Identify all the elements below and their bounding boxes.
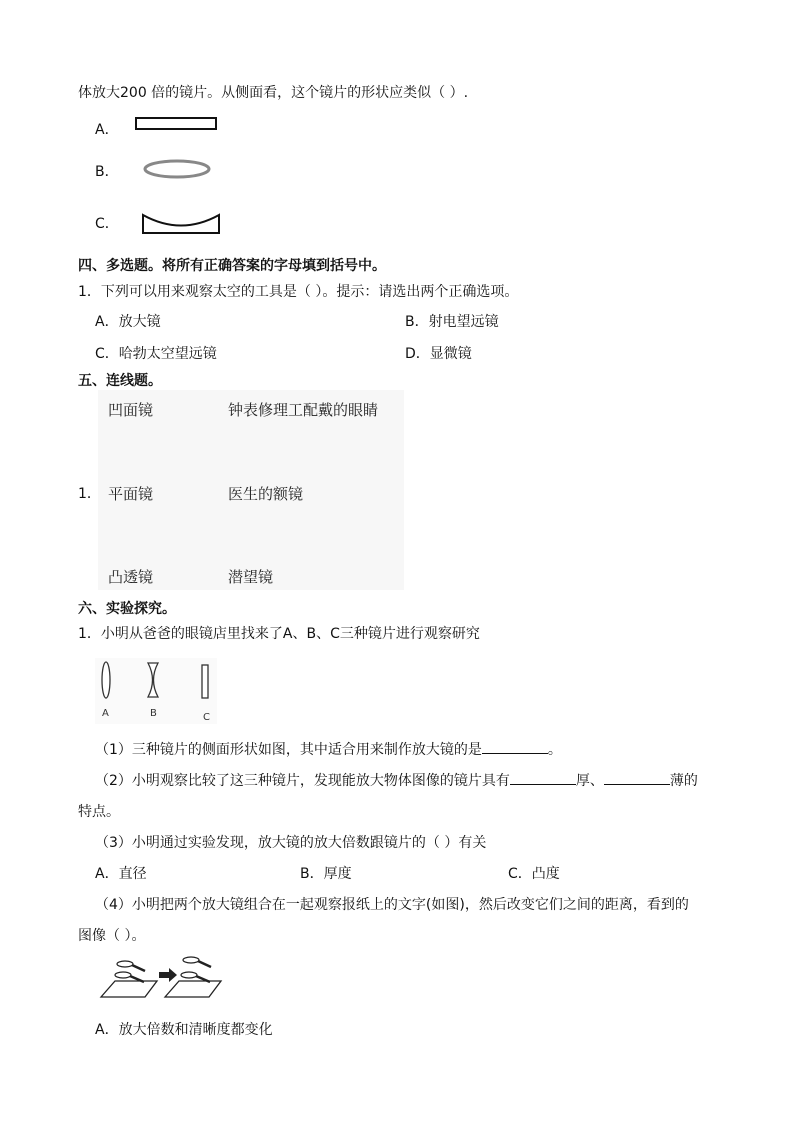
subq-4: （4）小明把两个放大镜组合在一起观察报纸上的文字(如图)，然后改变它们之间的距离，看到的: [95, 897, 689, 913]
subq-3: （3）小明通过实验发现，放大镜的放大倍数跟镜片的（ ）有关: [95, 835, 487, 851]
section-6-heading: 六、实验探究。: [78, 601, 176, 617]
subq-3-option-b: B．厚度: [300, 866, 352, 882]
concave-lens-shape: [140, 212, 222, 236]
magnifier-combo-figure: [95, 953, 225, 1003]
option-radio-telescope: B．射电望远镜: [405, 314, 499, 330]
subq-1: [95, 739, 562, 759]
section-6-question: 1．小明从爸爸的眼镜店里找来了A、B、C三种镜片进行观察研究: [78, 626, 480, 642]
option-b-label: B．: [95, 164, 119, 180]
section-4-question: 1．下列可以用来观察太空的工具是（ ）。提示：请选出两个正确选项。: [78, 284, 519, 300]
lens-label-c: C: [203, 712, 210, 723]
match-right-periscope: 潜望镜: [228, 568, 274, 586]
subq-3-option-c: C．凸度: [508, 866, 560, 882]
option-a-label: A．: [95, 122, 119, 138]
answer-blank-3[interactable]: [604, 770, 670, 785]
subq-2-mid: 厚、: [575, 773, 604, 789]
question-intro: 体放大200 倍的镜片。从侧面看，这个镜片的形状应类似（ ）.: [78, 85, 469, 101]
subq-4-cont: 图像（ ）。: [78, 928, 146, 944]
option-magnifier: A．放大镜: [95, 314, 161, 330]
subq-1-text: （1）三种镜片的侧面形状如图，其中适合用来制作放大镜的是: [95, 742, 482, 758]
subq-2-cont: 特点。: [78, 804, 120, 820]
lens-side-figure: [95, 658, 217, 724]
answer-blank-1[interactable]: [482, 739, 548, 754]
section-5-heading: 五、连线题。: [78, 373, 162, 389]
subq-2: [95, 770, 698, 790]
match-left-plane-mirror: 平面镜: [108, 485, 154, 503]
match-right-head-mirror: 医生的额镜: [228, 485, 304, 503]
option-microscope: D．显微镜: [405, 346, 472, 362]
subq-2-end: 薄的: [669, 773, 698, 789]
match-left-convex-lens: 凸透镜: [108, 568, 154, 586]
option-hubble: C．哈勃太空望远镜: [95, 346, 217, 362]
option-c-label: C．: [95, 216, 119, 232]
lens-label-b: B: [150, 708, 157, 719]
subq-2-text: （2）小明观察比较了这三种镜片，发现能放大物体图像的镜片具有: [95, 773, 510, 789]
matching-number: 1．: [78, 486, 101, 502]
ring-lens-shape: [142, 157, 212, 181]
section-4-heading: 四、多选题。将所有正确答案的字母填到括号中。: [78, 258, 386, 274]
subq-3-option-a: A．直径: [95, 866, 147, 882]
lens-label-a: A: [102, 708, 109, 719]
answer-blank-2[interactable]: [510, 770, 576, 785]
subq-1-end: 。: [547, 742, 562, 758]
subq-4-option-a: A．放大倍数和清晰度都变化: [95, 1022, 273, 1038]
flat-lens-shape: [134, 115, 218, 133]
match-left-concave-mirror: 凹面镜: [108, 401, 154, 419]
match-right-watchmaker: 钟表修理工配戴的眼睛: [228, 401, 379, 419]
